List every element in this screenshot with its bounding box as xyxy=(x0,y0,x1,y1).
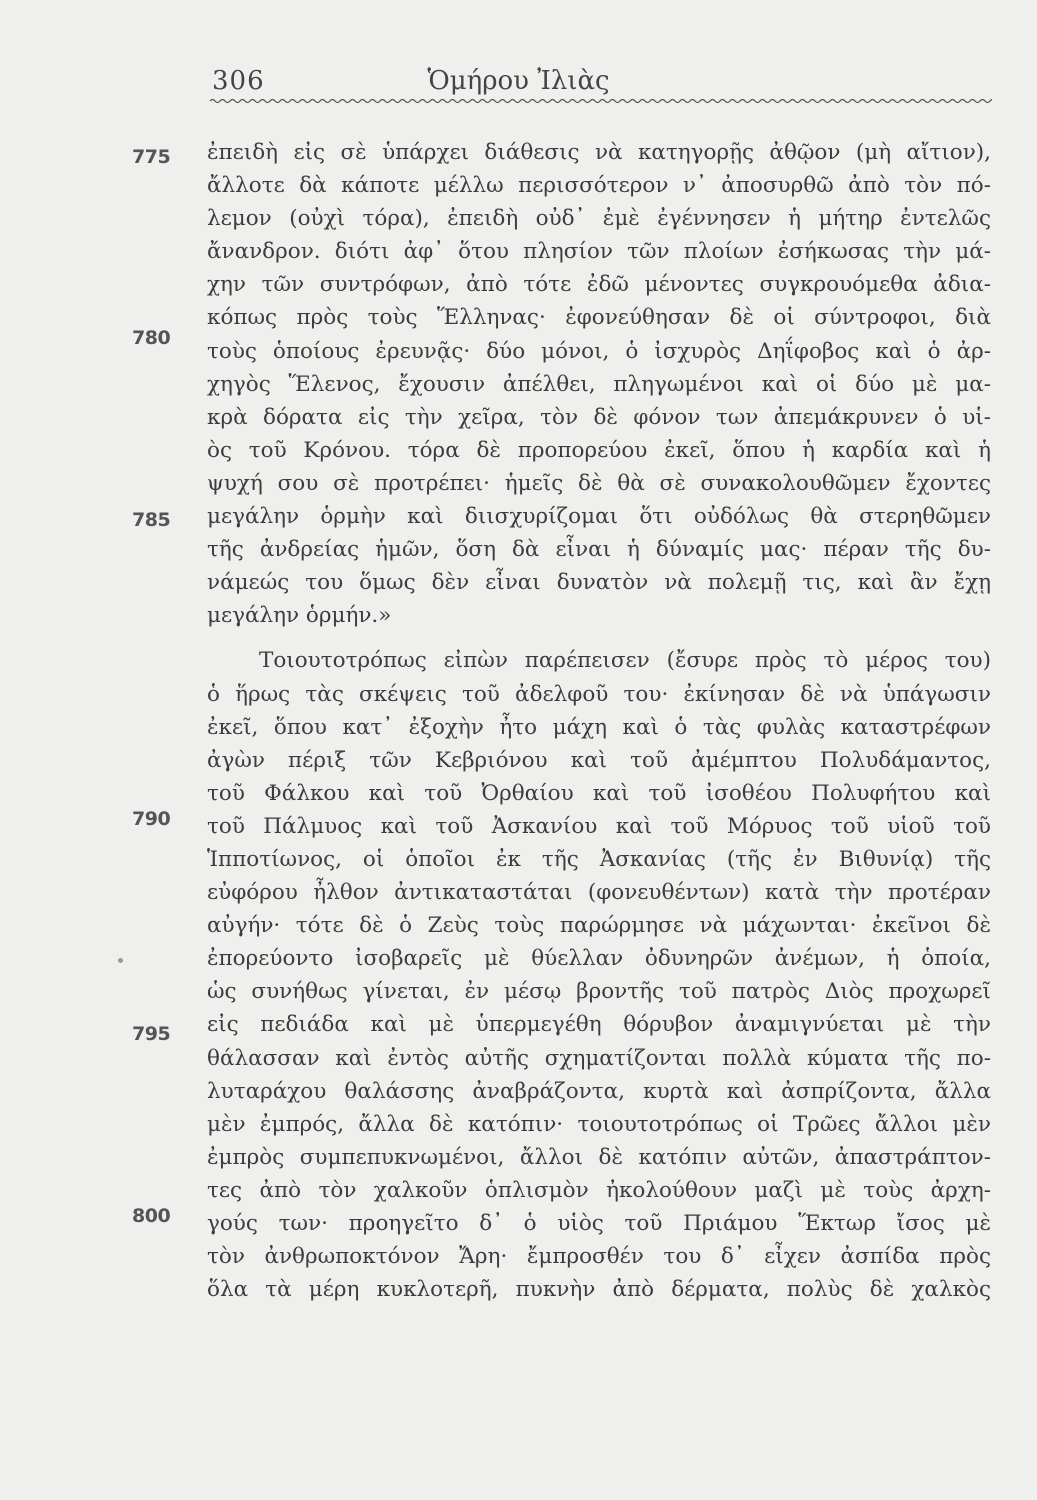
text-line: χηγὸς Ἕλενος, ἔχουσιν ἀπέλθει, πληγωμένοι καὶ οἱ δύο μὲ μα- xyxy=(207,371,991,397)
text-line: ἐκεῖ, ὅπου κατ᾽ ἐξοχὴν ἦτο μάχη καὶ ὁ τὰς φυλὰς καταστρέφων xyxy=(207,714,991,740)
text-line: τοῦ Φάλκου καὶ τοῦ Ὀρθαίου καὶ τοῦ ἰσοθέου Πολυφήτου καὶ xyxy=(207,780,991,806)
text-line: ἐπειδὴ εἰς σὲ ὑπάρχει διάθεσις νὰ κατηγορῇς ἀθῷον (μὴ αἴτιον), xyxy=(207,140,991,165)
margin-mark xyxy=(118,958,123,963)
text-line: ὅλα τὰ μέρη κυκλοτερῆ, πυκνὴν ἀπὸ δέρματα, πολὺς δὲ χαλκὸς xyxy=(207,1277,991,1303)
text-line: ἄνανδρον. διότι ἀφ᾽ ὅτου πλησίον τῶν πλοίων ἐσήκωσας τὴν μά- xyxy=(207,239,991,265)
page-number: 306 xyxy=(212,66,265,96)
text-line: μεγάλην ὁρμὴν καὶ διισχυρίζομαι ὅτι οὐδόλως θὰ στερηθῶμεν xyxy=(207,504,991,530)
text-line: ὁ ἥρως τὰς σκέψεις τοῦ ἀδελφοῦ του· ἐκίνησαν δὲ νὰ ὑπάγωσιν xyxy=(207,681,991,707)
line-number: 785 xyxy=(132,509,171,531)
text-line: ψυχή σου σὲ προτρέπει· ἡμεῖς δὲ θὰ σὲ συνακολουθῶμεν ἔχοντες xyxy=(207,470,991,496)
text-line: τες ἀπὸ τὸν χαλκοῦν ὁπλισμὸν ἠκολούθουν μαζὶ μὲ τοὺς ἀρχη- xyxy=(207,1177,991,1203)
text-line: ἀγὼν πέριξ τῶν Κεβριόνου καὶ τοῦ ἀμέμπτου Πολυδάμαντος, xyxy=(207,747,991,773)
running-title: Ὁμήρου Ἰλιὰς xyxy=(427,66,610,96)
text-line: αὐγήν· τότε δὲ ὁ Ζεὺς τοὺς παρώρμησε νὰ μάχωνται· ἐκεῖνοι δὲ xyxy=(207,913,991,939)
header-wavy-rule xyxy=(210,94,992,108)
text-line: εὐφόρου ἦλθον ἀντικαταστάται (φονευθέντων) κατὰ τὴν προτέραν xyxy=(207,880,991,906)
text-line: χην τῶν συντρόφων, ἀπὸ τότε ἐδῶ μένοντες συγκρουόμεθα ἀδια- xyxy=(207,272,991,298)
text-line: μὲν ἐμπρός, ἄλλα δὲ κατόπιν· τοιουτοτρόπως οἱ Τρῶες ἄλλοι μὲν xyxy=(207,1111,991,1137)
text-line: κόπως πρὸς τοὺς Ἕλληνας· ἐφονεύθησαν δὲ οἱ σύντροφοι, διὰ xyxy=(207,305,991,331)
text-line: λυταράχου θαλάσσης ἀναβράζοντα, κυρτὰ καὶ ἀσπρίζοντα, ἄλλα xyxy=(207,1078,991,1104)
text-line: τοὺς ὁποίους ἐρευνᾷς· δύο μόνοι, ὁ ἰσχυρὸς Δηΐφοβος καὶ ὁ ἀρ- xyxy=(207,338,991,364)
line-number: 780 xyxy=(132,327,171,349)
text-line: τοῦ Πάλμυος καὶ τοῦ Ἀσκανίου καὶ τοῦ Μόρυος τοῦ υἱοῦ τοῦ xyxy=(207,813,991,839)
line-number: 790 xyxy=(132,808,171,830)
text-line: ἄλλοτε δὰ κάποτε μέλλω περισσότερον ν᾽ ἀποσυρθῶ ἀπὸ τὸν πό- xyxy=(207,173,991,199)
text-line: ἐμπρὸς συμπεπυκνωμένοι, ἄλλοι δὲ κατόπιν αὐτῶν, ἀπαστράπτον- xyxy=(207,1144,991,1170)
text-line: ἐπορεύοντο ἰσοβαρεῖς μὲ θύελλαν ὀδυνηρῶν ἀνέμων, ἡ ὁποία, xyxy=(207,946,991,972)
line-number: 800 xyxy=(132,1205,171,1227)
line-number: 795 xyxy=(132,1023,171,1045)
text-line: Ἱπποτίωνος, οἱ ὁποῖοι ἐκ τῆς Ἀσκανίας (τῆς ἐν Βιθυνίᾳ) τῆς xyxy=(207,846,991,872)
text-line: μεγάλην ὁρμήν.» xyxy=(207,603,392,629)
text-line: τῆς ἀνδρείας ἡμῶν, ὅση δὰ εἶναι ἡ δύναμίς μας· πέραν τῆς δυ- xyxy=(207,537,991,563)
text-line: τὸν ἀνθρωποκτόνον Ἄρη· ἔμπροσθέν του δ᾽ εἶχεν ἀσπίδα πρὸς xyxy=(207,1244,991,1270)
text-line: εἰς πεδιάδα καὶ μὲ ὑπερμεγέθη θόρυβον ἀναμιγνύεται μὲ τὴν xyxy=(207,1012,991,1038)
text-line: ὸς τοῦ Κρόνου. τόρα δὲ προπορεύου ἐκεῖ, ὅπου ἡ καρδία καὶ ἡ xyxy=(207,437,991,463)
paragraph-gap xyxy=(207,632,991,644)
text-line: κρὰ δόρατα εἰς τὴν χεῖρα, τὸν δὲ φόνον των ἀπεμάκρυνεν ὁ υἱ- xyxy=(207,404,991,430)
paragraph xyxy=(207,644,991,1306)
text-line: θάλασσαν καὶ ἐντὸς αὐτῆς σχηματίζονται πολλὰ κύματα τῆς πο- xyxy=(207,1045,991,1071)
line-number: 775 xyxy=(132,146,171,168)
paragraph xyxy=(207,136,991,632)
body-text xyxy=(207,136,991,1306)
text-line: ὡς συνήθως γίνεται, ἐν μέσῳ βροντῆς τοῦ πατρὸς Διὸς προχωρεῖ xyxy=(207,979,991,1005)
text-line: Τοιουτοτρόπως εἰπὼν παρέπεισεν (ἔσυρε πρὸς τὸ μέρος του) xyxy=(259,648,991,674)
text-line: γούς των· προηγεῖτο δ᾽ ὁ υἱὸς τοῦ Πριάμου Ἕκτωρ ἴσος μὲ xyxy=(207,1211,991,1236)
text-line: νάμεώς του ὅμως δὲν εἶναι δυνατὸν νὰ πολεμῇ τις, καὶ ἂν ἔχῃ xyxy=(207,570,991,596)
text-line: λεμον (οὐχὶ τόρα), ἐπειδὴ οὐδ᾽ ἐμὲ ἐγέννησεν ἡ μήτηρ ἐντελῶς xyxy=(207,206,991,232)
